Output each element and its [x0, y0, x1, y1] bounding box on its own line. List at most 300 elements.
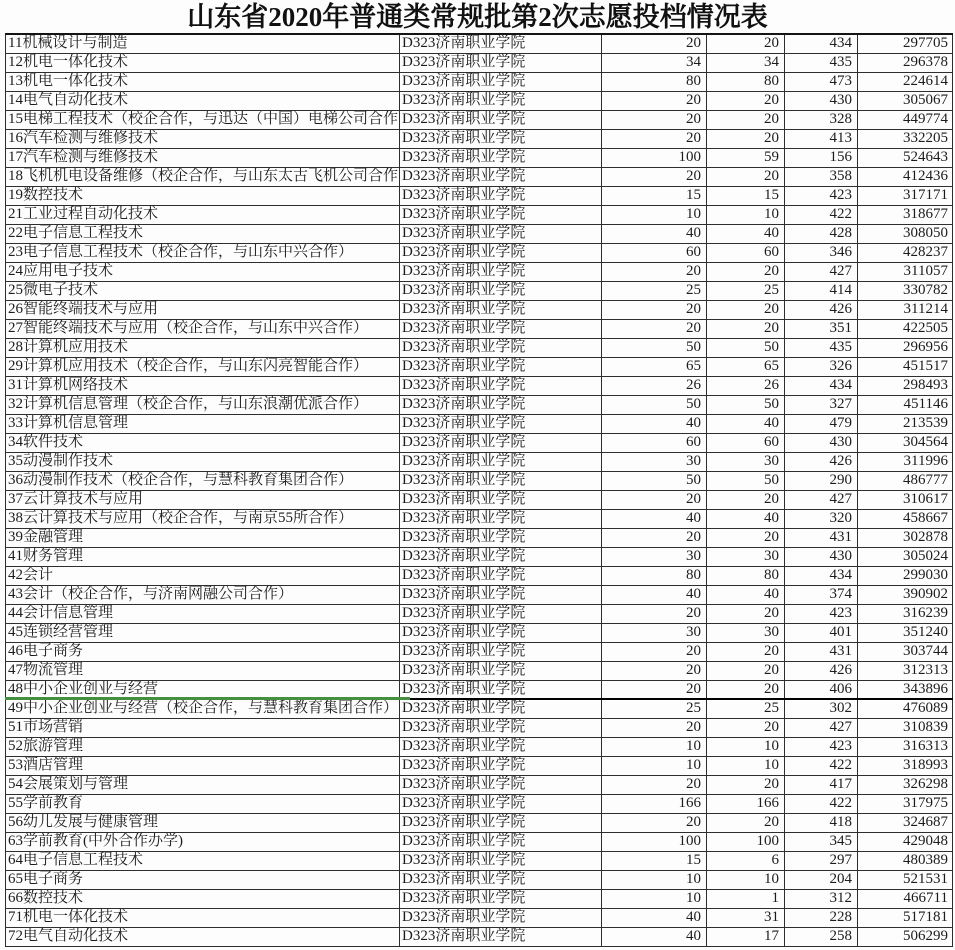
college-cell: D323济南职业学院	[400, 73, 602, 91]
college-cell: D323济南职业学院	[400, 548, 602, 566]
min-rank-cell: 412436	[858, 168, 953, 186]
major-cell: 37云计算技术与应用	[6, 491, 400, 509]
table-row[interactable]	[6, 225, 953, 244]
table-body	[6, 35, 953, 947]
filed-count-cell: 40	[707, 586, 785, 604]
major-cell: 65电子商务	[6, 871, 400, 889]
college-cell: D323济南职业学院	[400, 605, 602, 623]
table-row[interactable]	[6, 282, 953, 301]
filed-count-cell: 34	[707, 54, 785, 72]
table-row[interactable]	[6, 605, 953, 624]
table-row[interactable]	[6, 491, 953, 510]
college-cell: D323济南职业学院	[400, 510, 602, 528]
min-rank-cell: 326298	[858, 776, 953, 794]
plan-count-cell: 15	[602, 852, 707, 870]
table-row[interactable]	[6, 472, 953, 491]
major-cell: 43会计（校企合作，与济南网融公司合作）	[6, 586, 400, 604]
table-row[interactable]	[6, 453, 953, 472]
college-cell: D323济南职业学院	[400, 282, 602, 300]
plan-count-cell: 20	[602, 263, 707, 281]
plan-count-cell: 10	[602, 206, 707, 224]
min-score-cell: 431	[785, 529, 858, 547]
plan-count-cell: 20	[602, 814, 707, 832]
major-cell: 23电子信息工程技术（校企合作，与山东中兴合作）	[6, 244, 400, 262]
table-row[interactable]	[6, 909, 953, 928]
table-row[interactable]	[6, 339, 953, 358]
table-row[interactable]	[6, 548, 953, 567]
plan-count-cell: 40	[602, 225, 707, 243]
plan-count-cell: 80	[602, 567, 707, 585]
min-rank-cell: 305024	[858, 548, 953, 566]
filed-count-cell: 20	[707, 92, 785, 110]
filed-count-cell: 20	[707, 111, 785, 129]
table-row[interactable]	[6, 776, 953, 795]
min-rank-cell: 311214	[858, 301, 953, 319]
college-cell: D323济南职业学院	[400, 206, 602, 224]
min-rank-cell: 213539	[858, 415, 953, 433]
major-cell: 18飞机机电设备维修（校企合作，与山东太古飞机公司合作	[8, 168, 399, 184]
filed-count-cell: 20	[707, 719, 785, 737]
major-cell: 33计算机信息管理	[6, 415, 400, 433]
min-rank-cell: 343896	[858, 681, 953, 698]
major-cell: 16汽车检测与维修技术	[6, 130, 400, 148]
filed-count-cell: 20	[707, 529, 785, 547]
min-score-cell: 328	[785, 111, 858, 129]
major-cell: 41财务管理	[6, 548, 400, 566]
plan-count-cell: 34	[602, 54, 707, 72]
table-row[interactable]	[6, 377, 953, 396]
min-score-cell: 423	[785, 605, 858, 623]
min-score-cell: 326	[785, 358, 858, 376]
table-row[interactable]	[6, 301, 953, 320]
min-score-cell: 302	[785, 700, 858, 718]
major-cell: 71机电一体化技术	[6, 909, 400, 927]
min-score-cell: 430	[785, 548, 858, 566]
min-rank-cell: 521531	[858, 871, 953, 889]
min-rank-cell: 451517	[858, 358, 953, 376]
plan-count-cell: 60	[602, 434, 707, 452]
college-cell: D323济南职业学院	[400, 149, 602, 167]
plan-count-cell: 25	[602, 700, 707, 718]
table-row[interactable]	[6, 624, 953, 643]
filed-count-cell: 80	[707, 567, 785, 585]
table-row[interactable]	[6, 738, 953, 757]
min-rank-cell: 318993	[858, 757, 953, 775]
plan-count-cell: 15	[602, 187, 707, 205]
college-cell: D323济南职业学院	[400, 662, 602, 680]
filed-count-cell: 15	[707, 187, 785, 205]
min-score-cell: 297	[785, 852, 858, 870]
major-cell: 47物流管理	[6, 662, 400, 680]
plan-count-cell: 100	[602, 149, 707, 167]
plan-count-cell: 50	[602, 472, 707, 490]
min-score-cell: 406	[785, 681, 858, 698]
plan-count-cell: 25	[602, 282, 707, 300]
min-score-cell: 435	[785, 339, 858, 357]
plan-count-cell: 20	[602, 130, 707, 148]
major-cell: 11机械设计与制造	[6, 35, 400, 53]
min-rank-cell: 458667	[858, 510, 953, 528]
filed-count-cell: 30	[707, 624, 785, 642]
table-row[interactable]	[6, 529, 953, 548]
min-rank-cell: 308050	[858, 225, 953, 243]
plan-count-cell: 10	[602, 890, 707, 908]
major-cell: 49中小企业创业与经营（校企合作，与慧科教育集团合作）	[8, 700, 399, 716]
min-score-cell: 426	[785, 662, 858, 680]
min-score-cell: 427	[785, 719, 858, 737]
table-row-highlighted[interactable]	[6, 681, 953, 700]
min-rank-cell: 224614	[858, 73, 953, 91]
min-score-cell: 427	[785, 491, 858, 509]
filed-count-cell: 50	[707, 472, 785, 490]
min-rank-cell: 330782	[858, 282, 953, 300]
min-rank-cell: 302878	[858, 529, 953, 547]
college-cell: D323济南职业学院	[400, 377, 602, 395]
college-cell: D323济南职业学院	[400, 111, 602, 129]
plan-count-cell: 20	[602, 320, 707, 338]
plan-count-cell: 20	[602, 92, 707, 110]
filed-count-cell: 20	[707, 814, 785, 832]
table-row[interactable]	[6, 92, 953, 111]
filed-count-cell: 10	[707, 757, 785, 775]
filed-count-cell: 20	[707, 168, 785, 186]
filed-count-cell: 30	[707, 453, 785, 471]
major-cell: 52旅游管理	[6, 738, 400, 756]
table-row[interactable]	[6, 187, 953, 206]
min-rank-cell: 476089	[858, 700, 953, 718]
major-cell: 27智能终端技术与应用（校企合作，与山东中兴合作）	[6, 320, 400, 338]
min-rank-cell: 524643	[858, 149, 953, 167]
filed-count-cell: 20	[707, 776, 785, 794]
min-rank-cell: 304564	[858, 434, 953, 452]
table-row[interactable]	[6, 833, 953, 852]
major-cell: 28计算机应用技术	[6, 339, 400, 357]
major-cell: 38云计算技术与应用（校企合作，与南京55所合作）	[6, 510, 400, 528]
min-rank-cell: 310617	[858, 491, 953, 509]
college-cell: D323济南职业学院	[400, 92, 602, 110]
filed-count-cell: 20	[707, 491, 785, 509]
college-cell: D323济南职业学院	[400, 168, 602, 186]
min-rank-cell: 332205	[858, 130, 953, 148]
min-rank-cell: 324687	[858, 814, 953, 832]
min-score-cell: 426	[785, 301, 858, 319]
min-score-cell: 258	[785, 928, 858, 946]
plan-count-cell: 20	[602, 776, 707, 794]
major-cell: 34软件技术	[6, 434, 400, 452]
min-score-cell: 430	[785, 434, 858, 452]
college-cell: D323济南职业学院	[400, 35, 602, 53]
table-row[interactable]	[6, 510, 953, 529]
filed-count-cell: 26	[707, 377, 785, 395]
table-row[interactable]	[6, 168, 953, 187]
table-row[interactable]	[6, 852, 953, 871]
min-rank-cell: 428237	[858, 244, 953, 262]
table-row[interactable]	[6, 586, 953, 605]
table-row[interactable]	[6, 567, 953, 586]
college-cell: D323济南职业学院	[400, 776, 602, 794]
major-cell: 63学前教育(中外合作办学)	[6, 833, 400, 851]
min-score-cell: 434	[785, 35, 858, 53]
min-score-cell: 228	[785, 909, 858, 927]
college-cell: D323济南职业学院	[400, 491, 602, 509]
major-cell: 14电气自动化技术	[6, 92, 400, 110]
table-row[interactable]	[6, 396, 953, 415]
filed-count-cell: 80	[707, 73, 785, 91]
college-cell: D323济南职业学院	[400, 567, 602, 585]
min-score-cell: 156	[785, 149, 858, 167]
major-cell: 64电子信息工程技术	[6, 852, 400, 870]
min-score-cell: 423	[785, 738, 858, 756]
min-score-cell: 434	[785, 377, 858, 395]
plan-count-cell: 20	[602, 681, 707, 698]
min-score-cell: 351	[785, 320, 858, 338]
min-rank-cell: 316239	[858, 605, 953, 623]
table-row[interactable]	[6, 149, 953, 168]
min-score-cell: 426	[785, 453, 858, 471]
table-row[interactable]	[6, 320, 953, 339]
table-row[interactable]	[6, 643, 953, 662]
min-rank-cell: 486777	[858, 472, 953, 490]
college-cell: D323济南职业学院	[400, 529, 602, 547]
min-rank-cell: 310839	[858, 719, 953, 737]
min-rank-cell: 317171	[858, 187, 953, 205]
college-cell: D323济南职业学院	[400, 757, 602, 775]
plan-count-cell: 60	[602, 244, 707, 262]
plan-count-cell: 20	[602, 605, 707, 623]
min-rank-cell: 312313	[858, 662, 953, 680]
college-cell: D323济南职业学院	[400, 890, 602, 908]
filed-count-cell: 17	[707, 928, 785, 946]
min-score-cell: 327	[785, 396, 858, 414]
plan-count-cell: 20	[602, 529, 707, 547]
plan-count-cell: 40	[602, 510, 707, 528]
filed-count-cell: 30	[707, 548, 785, 566]
filed-count-cell: 20	[707, 130, 785, 148]
min-rank-cell: 451146	[858, 396, 953, 414]
table-row[interactable]	[6, 358, 953, 377]
min-score-cell: 346	[785, 244, 858, 262]
min-score-cell: 479	[785, 415, 858, 433]
major-cell: 22电子信息工程技术	[6, 225, 400, 243]
major-cell: 51市场营销	[6, 719, 400, 737]
filed-count-cell: 25	[707, 282, 785, 300]
major-cell: 66数控技术	[6, 890, 400, 908]
table-row[interactable]	[6, 130, 953, 149]
filed-count-cell: 31	[707, 909, 785, 927]
table-row[interactable]	[6, 928, 953, 947]
min-rank-cell: 297705	[858, 35, 953, 53]
table-row[interactable]	[6, 206, 953, 225]
major-cell: 26智能终端技术与应用	[6, 301, 400, 319]
plan-count-cell: 30	[602, 624, 707, 642]
table-row[interactable]	[6, 700, 953, 719]
plan-count-cell: 20	[602, 643, 707, 661]
filed-count-cell: 40	[707, 415, 785, 433]
major-cell: 46电子商务	[6, 643, 400, 661]
table-row[interactable]	[6, 244, 953, 263]
min-rank-cell: 422505	[858, 320, 953, 338]
filed-count-cell: 20	[707, 605, 785, 623]
plan-count-cell: 20	[602, 111, 707, 129]
min-rank-cell: 506299	[858, 928, 953, 946]
table-row[interactable]	[6, 662, 953, 681]
college-cell: D323济南职业学院	[400, 852, 602, 870]
filed-count-cell: 60	[707, 244, 785, 262]
major-cell: 45连锁经营管理	[6, 624, 400, 642]
min-score-cell: 345	[785, 833, 858, 851]
college-cell: D323济南职业学院	[400, 434, 602, 452]
plan-count-cell: 20	[602, 35, 707, 53]
admission-table	[5, 33, 953, 947]
table-row[interactable]	[6, 871, 953, 890]
table-row[interactable]	[6, 263, 953, 282]
min-rank-cell: 296956	[858, 339, 953, 357]
min-score-cell: 423	[785, 187, 858, 205]
filed-count-cell: 20	[707, 681, 785, 698]
min-rank-cell: 299030	[858, 567, 953, 585]
college-cell: D323济南职业学院	[400, 320, 602, 338]
min-rank-cell: 517181	[858, 909, 953, 927]
plan-count-cell: 40	[602, 415, 707, 433]
major-cell: 29计算机应用技术（校企合作，与山东闪亮智能合作）	[6, 358, 400, 376]
table-row[interactable]	[6, 890, 953, 909]
plan-count-cell: 10	[602, 871, 707, 889]
filed-count-cell: 59	[707, 149, 785, 167]
college-cell: D323济南职业学院	[400, 396, 602, 414]
min-score-cell: 413	[785, 130, 858, 148]
filed-count-cell: 10	[707, 206, 785, 224]
major-cell: 56幼儿发展与健康管理	[6, 814, 400, 832]
min-score-cell: 422	[785, 206, 858, 224]
plan-count-cell: 20	[602, 719, 707, 737]
min-rank-cell: 311996	[858, 453, 953, 471]
min-score-cell: 204	[785, 871, 858, 889]
college-cell: D323济南职业学院	[400, 453, 602, 471]
filed-count-cell: 20	[707, 263, 785, 281]
min-rank-cell: 480389	[858, 852, 953, 870]
min-score-cell: 417	[785, 776, 858, 794]
college-cell: D323济南职业学院	[400, 130, 602, 148]
min-score-cell: 427	[785, 263, 858, 281]
plan-count-cell: 20	[602, 491, 707, 509]
min-score-cell: 473	[785, 73, 858, 91]
min-score-cell: 435	[785, 54, 858, 72]
plan-count-cell: 30	[602, 453, 707, 471]
college-cell: D323济南职业学院	[400, 586, 602, 604]
min-rank-cell: 316313	[858, 738, 953, 756]
college-cell: D323济南职业学院	[400, 301, 602, 319]
plan-count-cell: 65	[602, 358, 707, 376]
min-rank-cell: 317975	[858, 795, 953, 813]
plan-count-cell: 40	[602, 586, 707, 604]
filed-count-cell: 50	[707, 396, 785, 414]
table-row[interactable]	[6, 54, 953, 73]
table-row[interactable]	[6, 111, 953, 130]
college-cell: D323济南职业学院	[400, 681, 602, 698]
major-cell: 31计算机网络技术	[6, 377, 400, 395]
min-score-cell: 374	[785, 586, 858, 604]
min-score-cell: 418	[785, 814, 858, 832]
filed-count-cell: 40	[707, 510, 785, 528]
plan-count-cell: 20	[602, 301, 707, 319]
table-row[interactable]	[6, 434, 953, 453]
major-cell: 35动漫制作技术	[6, 453, 400, 471]
filed-count-cell: 20	[707, 301, 785, 319]
min-rank-cell: 296378	[858, 54, 953, 72]
min-score-cell: 401	[785, 624, 858, 642]
filed-count-cell: 6	[707, 852, 785, 870]
min-score-cell: 422	[785, 757, 858, 775]
filed-count-cell: 100	[707, 833, 785, 851]
table-row[interactable]	[6, 415, 953, 434]
plan-count-cell: 20	[602, 662, 707, 680]
filed-count-cell: 10	[707, 738, 785, 756]
college-cell: D323济南职业学院	[400, 339, 602, 357]
min-score-cell: 312	[785, 890, 858, 908]
table-row[interactable]	[6, 719, 953, 738]
major-cell: 12机电一体化技术	[6, 54, 400, 72]
min-score-cell: 320	[785, 510, 858, 528]
min-score-cell: 358	[785, 168, 858, 186]
min-rank-cell: 318677	[858, 206, 953, 224]
table-row[interactable]	[6, 814, 953, 833]
major-cell: 54会展策划与管理	[6, 776, 400, 794]
college-cell: D323济南职业学院	[400, 472, 602, 490]
plan-count-cell: 80	[602, 73, 707, 91]
major-cell: 25微电子技术	[6, 282, 400, 300]
min-rank-cell: 390902	[858, 586, 953, 604]
plan-count-cell: 50	[602, 396, 707, 414]
min-score-cell: 431	[785, 643, 858, 661]
college-cell: D323济南职业学院	[400, 738, 602, 756]
college-cell: D323济南职业学院	[400, 814, 602, 832]
filed-count-cell: 65	[707, 358, 785, 376]
table-row[interactable]	[6, 795, 953, 814]
filed-count-cell: 20	[707, 643, 785, 661]
major-cell: 72电气自动化技术	[6, 928, 400, 946]
min-rank-cell: 305067	[858, 92, 953, 110]
major-cell: 19数控技术	[6, 187, 400, 205]
college-cell: D323济南职业学院	[400, 700, 602, 718]
filed-count-cell: 10	[707, 871, 785, 889]
min-score-cell: 428	[785, 225, 858, 243]
min-rank-cell: 351240	[858, 624, 953, 642]
filed-count-cell: 1	[707, 890, 785, 908]
min-score-cell: 290	[785, 472, 858, 490]
college-cell: D323济南职业学院	[400, 624, 602, 642]
min-score-cell: 434	[785, 567, 858, 585]
plan-count-cell: 20	[602, 168, 707, 186]
filed-count-cell: 50	[707, 339, 785, 357]
college-cell: D323济南职业学院	[400, 833, 602, 851]
college-cell: D323济南职业学院	[400, 54, 602, 72]
filed-count-cell: 20	[707, 320, 785, 338]
major-cell: 48中小企业创业与经营	[6, 681, 400, 698]
major-cell: 42会计	[6, 567, 400, 585]
plan-count-cell: 166	[602, 795, 707, 813]
table-row[interactable]	[6, 35, 953, 54]
filed-count-cell: 166	[707, 795, 785, 813]
college-cell: D323济南职业学院	[400, 415, 602, 433]
table-row[interactable]	[6, 757, 953, 776]
plan-count-cell: 30	[602, 548, 707, 566]
college-cell: D323济南职业学院	[400, 871, 602, 889]
min-score-cell: 414	[785, 282, 858, 300]
college-cell: D323济南职业学院	[400, 643, 602, 661]
filed-count-cell: 20	[707, 662, 785, 680]
table-row[interactable]	[6, 73, 953, 92]
min-rank-cell: 429048	[858, 833, 953, 851]
